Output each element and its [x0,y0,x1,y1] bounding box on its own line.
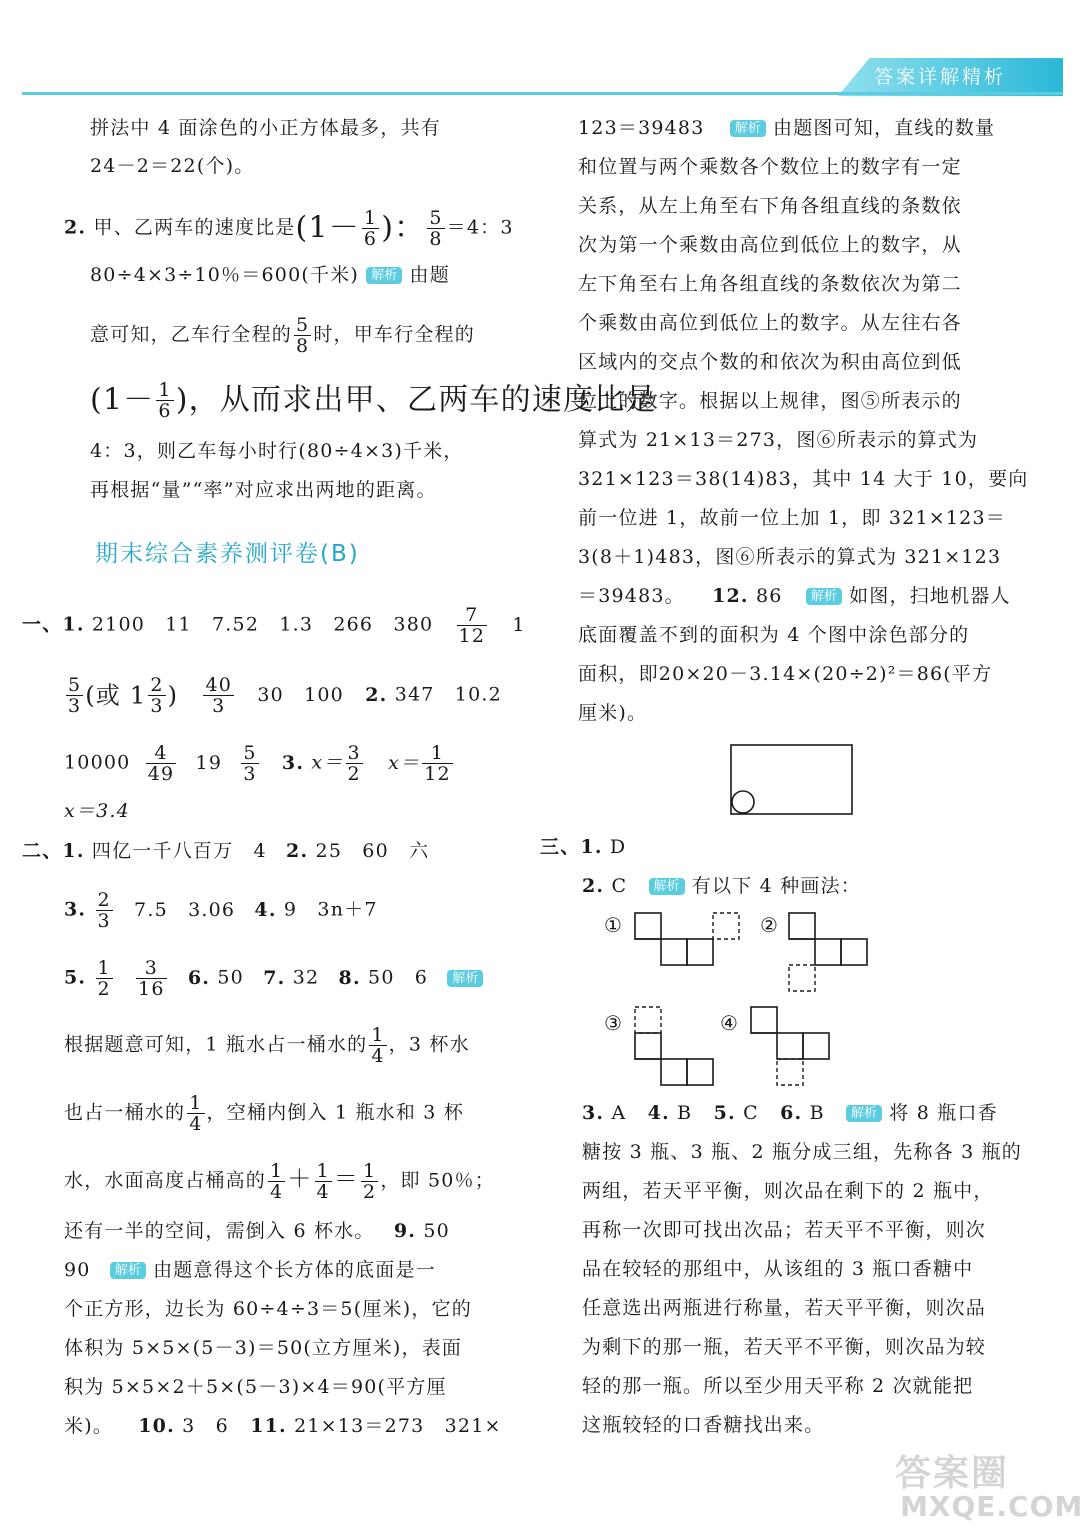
text: 甲、乙两车的速度比是 [93,216,296,239]
answer: C [611,875,628,897]
fraction: $\frac{2}{3}$ [97,889,111,932]
question-number: 6. [780,1102,803,1124]
analysis-badge: 解析 [447,970,483,987]
text-line [64,1218,450,1244]
question-number: 2. [365,683,388,706]
paren: )： [381,210,426,246]
text: ＝4：3 [446,216,514,239]
question-number: 12. [712,585,749,607]
text-line: 关系，从左上角至右下角各组直线的条数依 [578,195,962,217]
text: ) [167,681,179,710]
answer: D [609,836,627,858]
watermark-url: MXQE.COM [900,1490,1083,1523]
question-number: 5. [64,966,87,989]
cube-net-2 [788,912,878,996]
fraction: $\frac{1}{6}$ [363,207,378,250]
text-line: 和位置与两个乘数各个数位上的数字有一定 [578,156,962,178]
text-line [64,1161,495,1202]
text-line: 再根据“量”“率”对应求出两地的距离。 [90,479,437,501]
header-title: 答案详解精析 [874,66,1007,88]
text-line: 3(8＋1)483，图⑥所表示的算式为 321×123 [578,546,1002,568]
answers: 21×13＝273 321× [294,1415,502,1437]
answers: 30 100 [257,683,344,706]
operator: ＋ [287,1164,313,1193]
text-line [578,115,995,141]
watermark-logo: 答案圈 [895,1453,1010,1494]
net-label: ② [760,913,780,937]
text-line: 两组，若天平平衡，则次品在剩下的 2 瓶中， [582,1180,994,1202]
answer: 10000 [64,751,131,774]
answers: 3 6 [182,1415,229,1437]
answer: A [611,1102,627,1124]
net-label: ③ [604,1011,624,1035]
equation: x＝ [388,751,421,774]
text-line: 轻的那一瓶。所以至少用天平称 2 次就能把 [582,1375,974,1397]
question-number: 4. [254,898,277,921]
text-line: 位上的数字。根据以上规律，图⑤所表示的 [578,390,962,412]
answers: 7.5 3.06 [134,898,236,921]
answers: 50 6 [368,966,429,989]
answer: 50 [423,1220,450,1242]
text-line [90,262,450,288]
text-line [64,1413,502,1439]
text-line [578,583,1011,609]
text: 水，水面高度占桶高的 [64,1169,267,1192]
answer: B [677,1102,693,1124]
text-line: 4：3，则乙车每小时行(80÷4×3)千米， [90,440,464,462]
text: 有以下 4 种画法： [691,875,861,897]
fraction: $\frac{2}{3}$ [150,674,164,717]
section-label: 一、1. [22,613,85,636]
fraction: $\frac{1}{4}$ [189,1092,203,1135]
analysis-badge: 解析 [110,1262,146,1279]
fraction: $\frac{5}{8}$ [429,207,443,250]
answer: C [743,1102,759,1124]
question-number: 3. [582,1102,605,1124]
equation-line: x＝3.4 [64,800,130,822]
text: 根据题意可知，1 瓶水占一桶水的 [64,1033,368,1056]
fraction: $\frac{3}{16}$ [138,957,165,1000]
paren: (1－ [295,210,360,246]
fraction: $\frac{1}{2}$ [363,1160,377,1203]
operator: ＝ [333,1164,360,1193]
answers: 2100 11 7.52 1.3 266 380 [91,613,434,636]
answer: 86 [756,585,783,607]
section-1-row-2 [64,675,502,716]
fraction: $\frac{5}{3}$ [243,742,257,785]
text: ＝39483。 [578,585,685,607]
answers: 9 3n＋7 [283,898,378,921]
text-line: 底面覆盖不到的面积为 4 个图中涂色部分的 [578,624,970,646]
question-number: 3. [64,898,87,921]
text-line: 厘米)。 [578,702,648,724]
cube-net-3 [634,1006,724,1090]
question-number: 2. [64,216,87,239]
robot-coverage-figure [730,744,854,816]
fraction: $\frac{4}{49}$ [147,742,175,785]
section-3-row-1 [540,834,626,860]
section-1-row-1 [22,605,526,646]
text-line: 算式为 21×13＝273，图⑥所表示的算式为 [578,429,979,451]
analysis-badge: 解析 [846,1105,882,1122]
header-rule [22,92,1063,95]
text: ，3 杯水 [388,1033,470,1056]
answers: 25 60 六 [315,840,430,862]
text: 80÷4×3÷10％＝600(千米) [90,264,359,286]
section-1-row-3 [64,743,455,784]
section-label: 三、1. [540,836,603,858]
net-label: ① [604,913,624,937]
section-2-row-1 [22,838,429,864]
analysis-badge: 解析 [806,588,842,605]
answer: 19 [195,751,223,774]
text-line: 再称一次即可找出次品；若天平不平衡，则次 [582,1219,987,1241]
text-line: 任意选出两瓶进行称量，若天平平衡，则次品 [582,1297,987,1319]
question-number: 2. [582,875,605,897]
analysis-badge: 解析 [730,120,766,137]
text: 123＝39483 [578,117,705,139]
robot-circle [732,791,754,813]
text: ，即 50％； [380,1169,495,1192]
answer: 32 [292,966,320,989]
fraction: $\frac{1}{2}$ [97,957,111,1000]
text: 如图，扫地机器人 [849,585,1011,607]
question-number: 8. [338,966,361,989]
cube-net-4 [750,1006,840,1090]
text-line [90,315,475,356]
text: 由题 [409,264,450,286]
question-number: 5. [713,1102,736,1124]
cube-net-1 [634,912,744,968]
text: (或 1 [85,681,147,710]
fraction: $\frac{5}{3}$ [68,674,82,717]
text-line: 24－2＝22(个)。 [90,155,255,177]
text: 也占一桶水的 [64,1101,186,1124]
text: 由题图可知，直线的数量 [773,117,996,139]
fraction: $\frac{40}{3}$ [205,674,233,717]
text-line: 面积，即20×20－3.14×(20÷2)²＝86(平方 [578,663,993,685]
text-line: 前一位进 1，故前一位上加 1，即 321×123＝ [578,507,1006,529]
question-number: 4. [647,1102,670,1124]
question-number: 6. [187,966,211,989]
section-title: 期末综合素养测评卷(B) [95,541,360,567]
text-line [64,1093,464,1134]
text-line: 糖按 3 瓶、3 瓶、2 瓶分成三组，先称各 3 瓶的 [582,1141,1022,1163]
answer: B [809,1102,825,1124]
text-line: 左下角至右上角各组直线的条数依次为第二 [578,273,962,295]
analysis-badge: 解析 [366,267,402,284]
text: ，空桶内倒入 1 瓶水和 3 杯 [206,1101,465,1124]
question-number: 3. [281,751,305,774]
text-line: 这瓶较轻的口香糖找出来。 [582,1414,825,1436]
paren: (1－ [90,382,155,418]
fraction: $\frac{1}{12}$ [424,742,451,785]
text: 由题意得这个长方体的底面是一 [153,1259,436,1281]
text-line: 积为 5×5×2＋5×(5－3)×4＝90(平方厘 [64,1376,447,1398]
text-line [90,380,657,421]
text-line: 个正方形，边长为 60÷4÷3＝5(厘米)，它的 [64,1298,472,1320]
text: 时，甲车行全程的 [313,323,475,346]
fraction: $\frac{3}{2}$ [347,742,361,785]
section-2-row-2 [64,890,378,931]
answers: 四亿一千八百万 4 [91,840,267,862]
question-number: 7. [263,966,286,989]
answer: 50 [217,966,244,989]
section-3-row-2 [582,873,861,899]
fraction: $\frac{5}{8}$ [296,314,310,357]
text-line: 个乘数由高位到低位上的数字。从左往右各 [578,312,962,334]
section-label: 二、1. [22,840,85,862]
text-line: 拼法中 4 面涂色的小正方体最多，共有 [90,117,441,139]
fraction: $\frac{1}{4}$ [371,1024,385,1067]
text-line: 品在较轻的那组中，从该组的 3 瓶口香糖中 [582,1258,974,1280]
question-2 [64,208,514,249]
fraction: $\frac{1}{6}$ [158,379,172,422]
text-line [64,1025,470,1066]
text: 意可知，乙车行全程的 [90,323,293,346]
text-line: 321×123＝38(14)83，其中 14 大于 10，要向 [578,468,1029,490]
text: 米)。 [64,1415,114,1437]
fraction: $\frac{1}{4}$ [270,1160,284,1203]
answers: 347 10.2 [394,683,502,706]
section-2-row-3 [64,958,483,999]
question-number: 2. [286,840,309,862]
question-number: 10. [138,1415,175,1437]
fraction: $\frac{7}{12}$ [458,604,486,647]
answer: 90 [64,1259,91,1281]
text-line: 为剩下的那一瓶，若天平不平衡，则次品为较 [582,1336,987,1358]
text: 将 8 瓶口香 [889,1102,998,1124]
question-number: 9. [393,1220,417,1242]
text-line: 次为第一个乘数由高位到低位上的数字，从 [578,234,962,256]
question-number: 11. [250,1415,287,1437]
text-line [64,1257,436,1283]
text-line: 区域内的交点个数的和依次为积由高位到低 [578,351,962,373]
equation: x＝ [311,751,344,774]
fraction: $\frac{1}{4}$ [316,1160,330,1203]
net-label: ④ [720,1011,740,1035]
section-3-row-3 [582,1100,998,1126]
text: 还有一半的空间，需倒入 6 杯水。 [64,1220,375,1242]
analysis-badge: 解析 [649,878,685,895]
text-line: 体积为 5×5×(5－3)＝50(立方厘米)，表面 [64,1337,463,1359]
answer: 1 [512,613,526,636]
text: )，从而求出甲、乙两车的速度比是 [175,382,657,418]
room-rectangle [731,745,852,814]
